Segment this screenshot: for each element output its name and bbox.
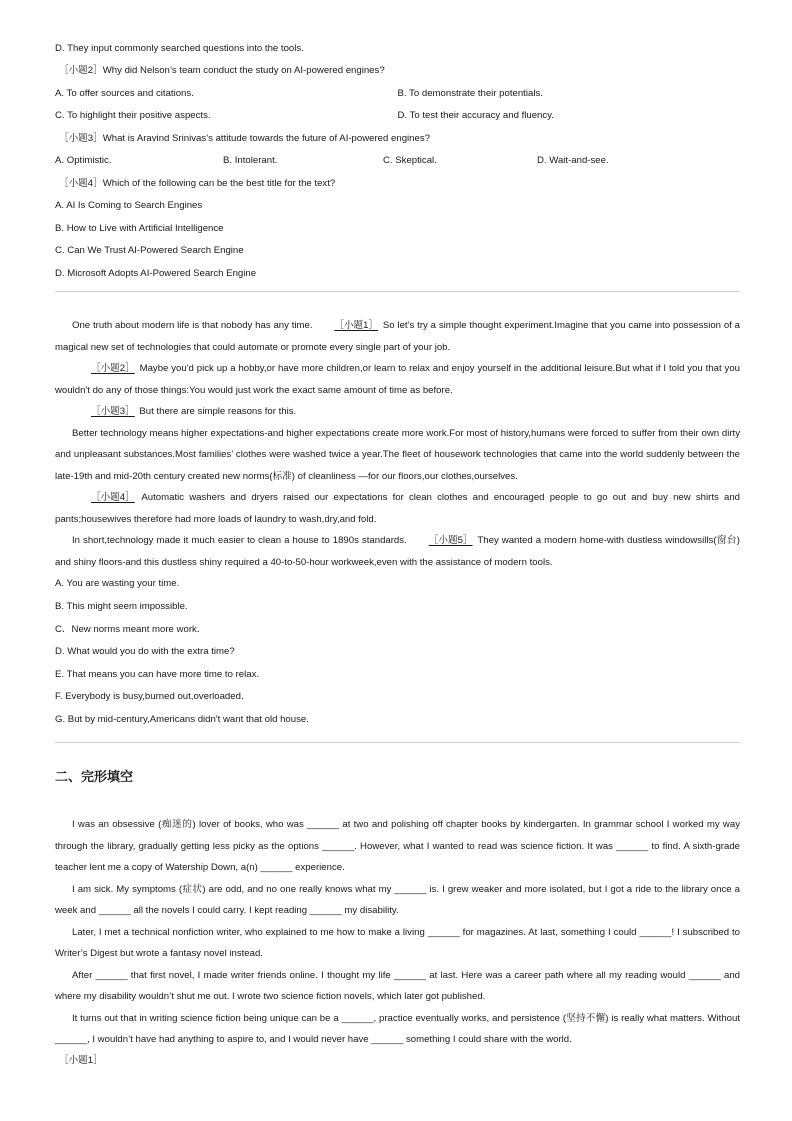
q3-option-c: C. Skeptical. — [383, 155, 437, 166]
passage-paragraph-1 — [55, 315, 740, 358]
option-g: G. But by mid-century,Americans didn't want that old house. — [55, 714, 309, 725]
q4-option-b: B. How to Live with Artificial Intelligence — [55, 223, 224, 234]
p1-text-a: One truth about modern life is that nobody has any time. — [72, 320, 313, 331]
p3-text: But there are simple reasons for this. — [139, 406, 297, 417]
question-4: ［小题4］Which of the following can be the best title for the text? — [59, 178, 336, 189]
q4-option-a: A. AI Is Coming to Search Engines — [55, 200, 203, 211]
passage-paragraph-2 — [55, 358, 740, 401]
q2-options-row-2 — [55, 109, 740, 122]
blank-1: ［小题1］ — [334, 320, 379, 331]
option-f: F. Everybody is busy,burned out,overloaded. — [55, 691, 244, 702]
cloze-p4-text: After ______ that first novel, I made writer friends online. I thought my life ______ at last. Here was a career path where all my reading would ______ and where my disability wouldn’t shut me out. I wrote two science fiction novels, which later got published. — [55, 969, 740, 1002]
cloze-question-1: ［小题1］ — [59, 1054, 103, 1066]
q3-option-a: A. Optimistic. — [55, 155, 112, 166]
p6-text-b: They wanted a modern home-with dustless windowsills(窗台) and shiny floors-and this dustless shiny required a 40-to-50-hour workweek,even with the assistance of modern tools. — [55, 535, 740, 568]
q3-option-b: B. Intolerant. — [223, 155, 278, 166]
blank-4: ［小题4］ — [91, 492, 135, 503]
q3-option-d: D. Wait-and-see. — [537, 155, 609, 166]
divider-2 — [55, 742, 740, 743]
cloze-paragraph-5 — [55, 1008, 740, 1051]
q2-option-a: A. To offer sources and citations. — [55, 88, 194, 99]
divider-1 — [55, 291, 740, 292]
option-c: C．New norms meant more work. — [55, 624, 200, 635]
blank-2: ［小题2］ — [91, 363, 135, 374]
option-d: D. What would you do with the extra time? — [55, 646, 235, 657]
passage-paragraph-6 — [55, 530, 740, 573]
option-b: B. This might seem impossible. — [55, 601, 188, 612]
q1-option-d: D. They input commonly searched questions into the tools. — [55, 43, 304, 54]
q4-option-c: C. Can We Trust AI-Powered Search Engine — [55, 245, 244, 256]
q2-options-row-1 — [55, 87, 740, 100]
q2-option-c: C. To highlight their positive aspects. — [55, 110, 211, 121]
cloze-paragraph-3 — [55, 922, 740, 965]
q3-options — [55, 154, 740, 167]
p2-text: Maybe you'd pick up a hobby,or have more children,or learn to relax and enjoy yourself in the additional leisure.But what if I told you that you wouldn't do any of those things:You would just work the exact same amount of time as before. — [55, 363, 740, 396]
q2-option-b: B. To demonstrate their potentials. — [397, 88, 543, 99]
p5-text: Automatic washers and dryers raised our expectations for clean clothes and encouraged people to go out and buy new shirts and pants;housewives therefore had more loads of laundry to wash,dry,and fold. — [55, 492, 740, 525]
question-2: ［小题2］Why did Nelson’s team conduct the study on AI-powered engines? — [59, 65, 385, 76]
cloze-p2-text: I am sick. My symptoms (症状) are odd, and no one really knows what my ______ is. I grew weaker and more isolated, but I got a ride to the library once a week and ______ all the novels I could carry. I kept reading ______ my disability. — [55, 883, 740, 916]
blank-5: ［小题5］ — [428, 535, 473, 546]
cloze-p1-text: I was an obsessive (痴迷的) lover of books, who was ______ at two and polishing off chapter books by kindergarten. In grammar school I worked my way through the library, gradually getting less picky as the options ______. However, what I wanted to read was science fiction. It was ______ to find. A sixth-grade teacher lent me a copy of Watership Down, a(n) ______ experience. — [55, 819, 740, 873]
cloze-passage — [55, 814, 740, 1067]
option-a: A. You are wasting your time. — [55, 578, 180, 589]
cloze-paragraph-2 — [55, 879, 740, 922]
passage-paragraph-5 — [55, 487, 740, 530]
cloze-paragraph-1 — [55, 814, 740, 879]
q2-option-d: D. To test their accuracy and fluency. — [397, 110, 554, 121]
blank-3: ［小题3］ — [91, 406, 135, 417]
cloze-p5-text: It turns out that in writing science fiction being unique can be a ______, practice eventually works, and persistence (坚持不懈) is really what matters. Without ______, I wouldn’t have had anything to aspire to, and I would never have ______ something I could share with the world. — [55, 1012, 740, 1045]
p6-text-a: In short,technology made it much easier to clean a house to 1890s standards. — [72, 535, 407, 546]
p4-text: Better technology means higher expectations-and higher expectations create more work.For most of history,humans were forced to suffer from their own dirty and unpleasant substances.Most families’ clothes were washed twice a year.The fleet of housework technologies that came into the world suddenly between the late-19th and mid-20th century created new norms(标准) of cleanliness —for our floors,our clothes,ourselves. — [55, 427, 740, 482]
question-3: ［小题3］What is Aravind Srinivas’s attitude towards the future of AI-powered engines? — [59, 133, 430, 144]
p1-text-b: So let’s try a simple thought experiment.Imagine that you came into possession of a magical new set of technologies that could automate or promote every single part of your job. — [55, 320, 740, 353]
option-e: E. That means you can have more time to relax. — [55, 669, 260, 680]
cloze-p3-text: Later, I met a technical nonfiction writer, who explained to me how to make a living ______ for magazines. At last, something I could ______! I subscribed to Writer’s Digest but wrote a fantasy novel instead. — [55, 926, 740, 959]
cloze-paragraph-4 — [55, 965, 740, 1008]
q4-option-d: D. Microsoft Adopts AI-Powered Search Engine — [55, 268, 257, 279]
section-heading: 二、完形填空 — [55, 770, 134, 785]
passage-paragraph-4 — [55, 423, 740, 488]
passage-paragraph-3 — [55, 401, 740, 423]
seven-choose-five-passage — [55, 315, 740, 573]
